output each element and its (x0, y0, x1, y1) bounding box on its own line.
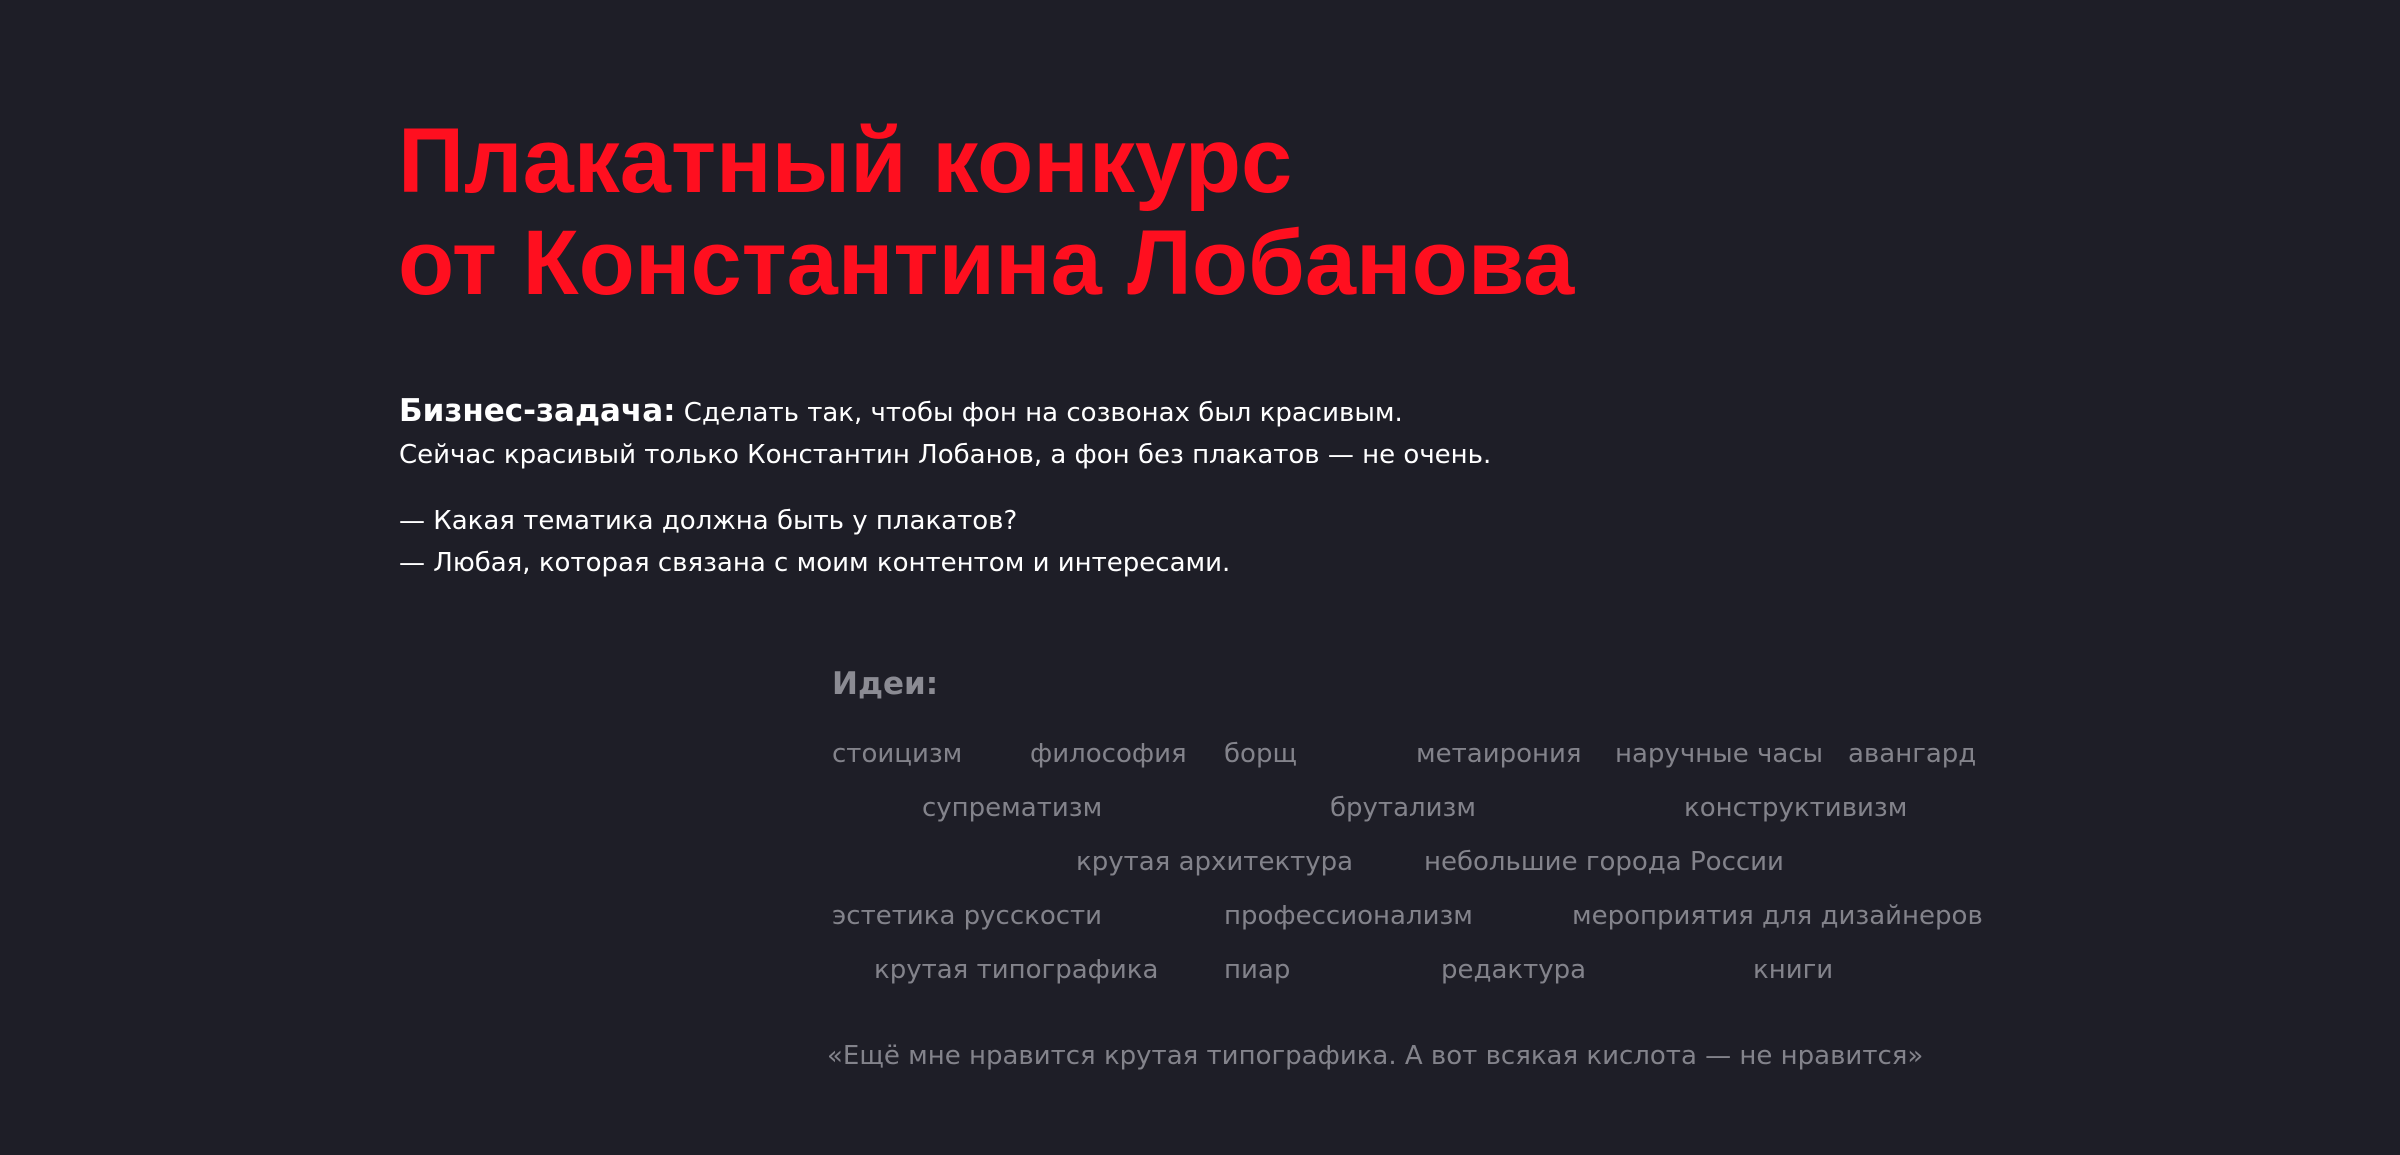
idea-tag: конструктивизм (1684, 793, 1908, 823)
idea-tag: стоицизм (832, 739, 963, 769)
idea-tag: крутая типографика (874, 955, 1159, 985)
business-task-text-2: Сейчас красивый только Константин Лобанов, а фон без плакатов — не очень. (399, 440, 1492, 470)
idea-tag: мероприятия для дизайнеров (1572, 901, 1983, 931)
idea-tag: небольшие города России (1424, 847, 1784, 877)
idea-tag: редактура (1441, 955, 1587, 985)
ideas-heading: Идеи: (832, 666, 939, 702)
client-quote: «Ещё мне нравится крутая типографика. А вот всякая кислота — не нравится» (827, 1041, 1924, 1071)
page-title-line-2: от Константина Лобанова (398, 212, 1575, 314)
business-task-text-1: Сделать так, чтобы фон на созвонах был красивым. (675, 398, 1403, 428)
idea-tag: эстетика русскости (832, 901, 1103, 931)
business-task (399, 390, 1491, 476)
idea-tag: наручные часы (1615, 739, 1824, 769)
idea-tag: метаирония (1416, 739, 1582, 769)
idea-tag: авангард (1848, 739, 1977, 769)
theme-dialogue (399, 500, 1230, 584)
idea-tag: книги (1753, 955, 1834, 985)
idea-tag: супрематизм (922, 793, 1103, 823)
idea-tag: философия (1030, 739, 1187, 769)
business-task-label: Бизнес-задача: (399, 393, 676, 429)
page-title (398, 110, 1574, 314)
business-task-line-1 (399, 390, 1491, 434)
idea-tag: пиар (1224, 955, 1291, 985)
idea-tag: брутализм (1330, 793, 1476, 823)
idea-tag: борщ (1224, 739, 1297, 769)
dialogue-question: — Какая тематика должна быть у плакатов? (399, 506, 1018, 536)
page-title-line-1: Плакатный конкурс (398, 110, 1293, 212)
idea-tag: крутая архитектура (1076, 847, 1354, 877)
idea-tag: профессионализм (1224, 901, 1473, 931)
dialogue-answer: — Любая, которая связана с моим контентом и интересами. (399, 548, 1231, 578)
